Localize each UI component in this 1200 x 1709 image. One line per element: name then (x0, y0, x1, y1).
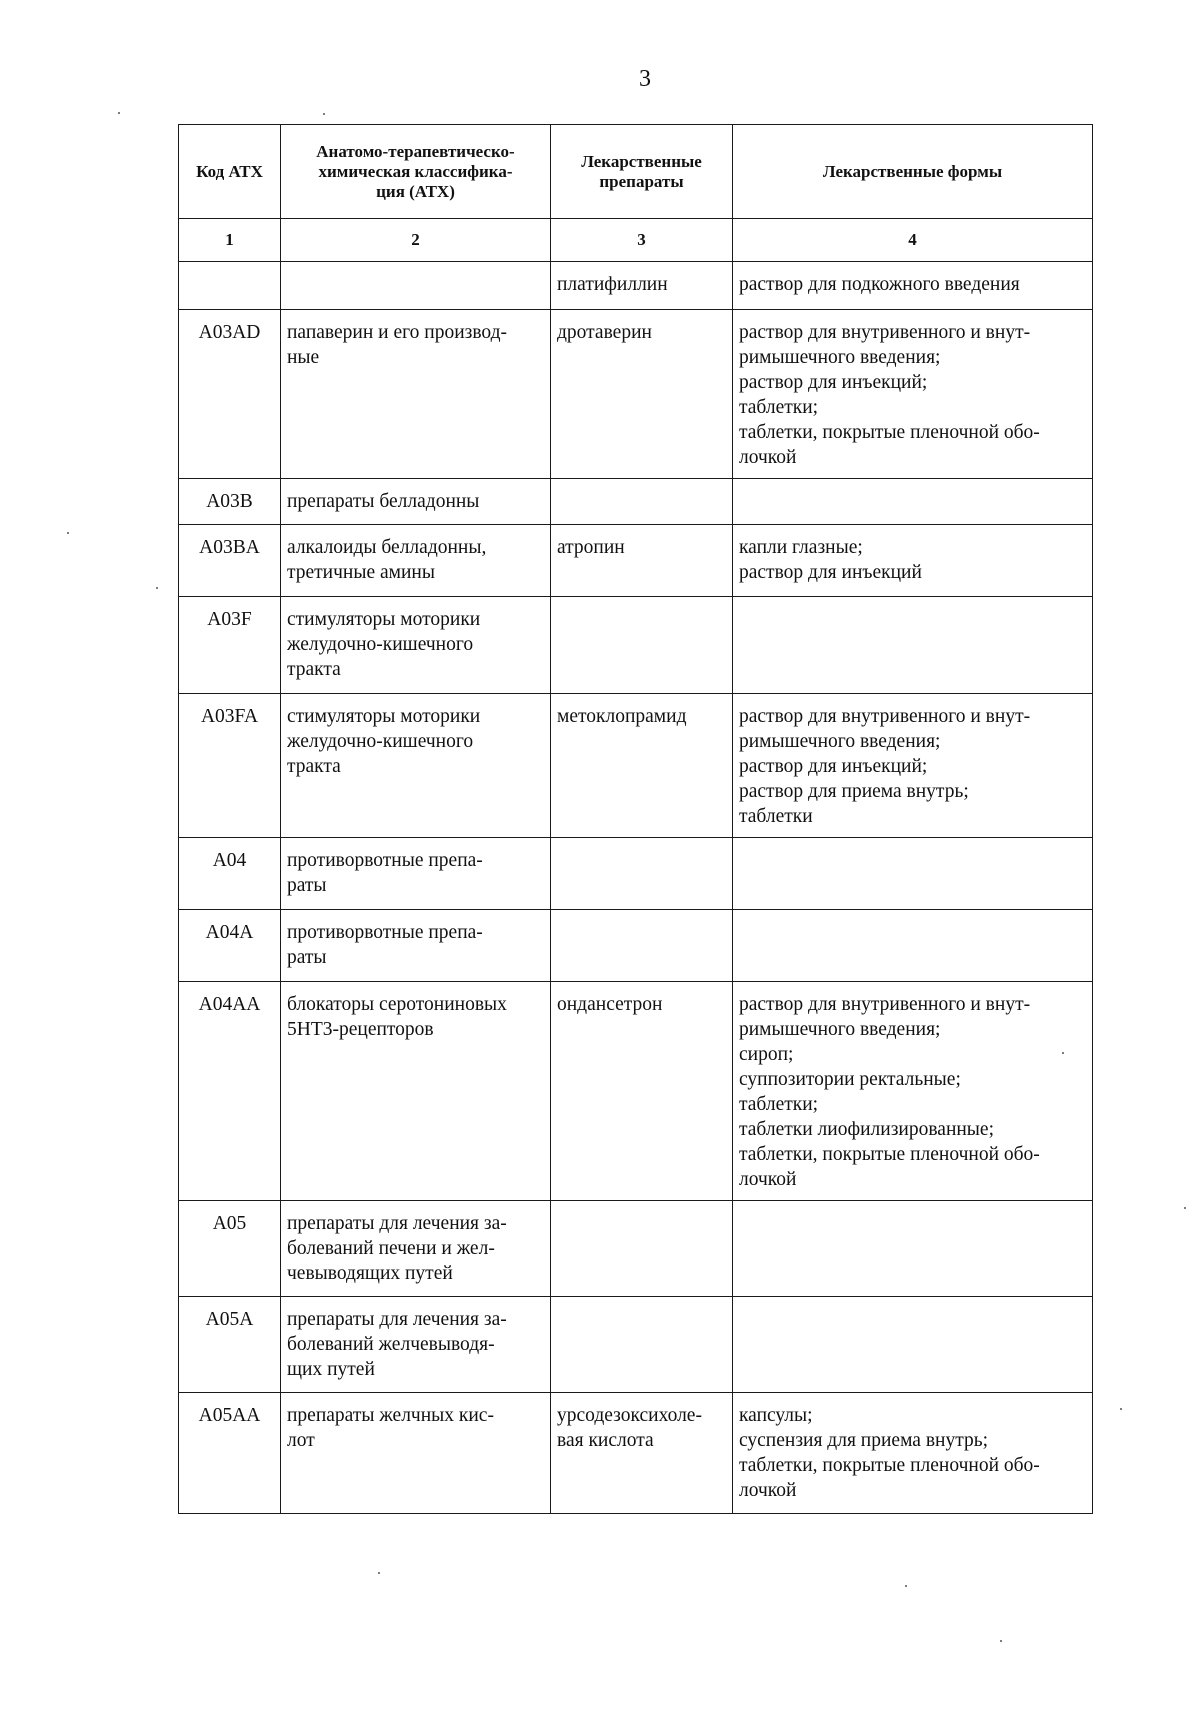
scan-speck (118, 112, 120, 114)
dosage-form-cell-line: раствор для внутривенного и внут- (739, 994, 1031, 1015)
drug-cell-line: дротаверин (557, 322, 652, 343)
classification-cell-line: раты (287, 947, 327, 968)
table-row (179, 479, 1093, 525)
atx-code-cell: A05AA (179, 1393, 281, 1514)
dosage-form-cell-line: таблетки лиофилизированные; (739, 1119, 994, 1140)
dosage-form-cell-line: римышечного введения; (739, 1019, 941, 1040)
table-row (179, 694, 1093, 838)
dosage-form-cell-line: сироп; (739, 1044, 794, 1065)
dosage-form-cell-line: лочкой (739, 447, 797, 468)
drug-cell-line: платифиллин (557, 274, 668, 295)
atx-code-cell: A03BA (179, 525, 281, 597)
table-row (179, 262, 1093, 310)
classification-cell-line: болеваний печени и жел- (287, 1238, 495, 1259)
dosage-form-cell-line: таблетки; (739, 397, 819, 418)
table-row (179, 1297, 1093, 1393)
dosage-form-cell-line: лочкой (739, 1480, 797, 1501)
atx-code-cell: A05 (179, 1201, 281, 1297)
dosage-form-cell-line: таблетки, покрытые пленочной обо- (739, 1455, 1040, 1476)
classification-cell-line: блокаторы серотониновых (287, 994, 507, 1015)
drug-cell (551, 525, 733, 597)
dosage-form-cell-line: таблетки, покрытые пленочной обо- (739, 422, 1040, 443)
atx-code-cell: A04A (179, 910, 281, 982)
header-code (179, 125, 281, 219)
dosage-form-cell-line: раствор для подкожного введения (739, 274, 1020, 295)
atx-code-cell: A05A (179, 1297, 281, 1393)
drug-cell (551, 694, 733, 838)
drug-cell-line: ондансетрон (557, 994, 663, 1015)
atx-code-cell: A03F (179, 597, 281, 694)
classification-cell-line: противорвотные препа- (287, 922, 483, 943)
classification-cell (281, 910, 551, 982)
atx-code-cell: A04AA (179, 982, 281, 1201)
classification-cell (281, 694, 551, 838)
table-row (179, 982, 1093, 1201)
column-number-1: 1 (179, 219, 281, 262)
dosage-form-cell (733, 262, 1093, 310)
dosage-form-cell-line: лочкой (739, 1169, 797, 1190)
classification-cell (281, 597, 551, 694)
header-dosage-forms (733, 125, 1093, 219)
classification-cell-line: лот (287, 1430, 315, 1451)
classification-cell-line: желудочно-кишечного (287, 634, 474, 655)
header-line: Код АТХ (196, 161, 263, 181)
classification-cell (281, 1201, 551, 1297)
dosage-form-cell (733, 1201, 1093, 1297)
drug-cell (551, 910, 733, 982)
dosage-form-cell (733, 1393, 1093, 1514)
classification-cell-line: 5HT3-рецепторов (287, 1019, 434, 1040)
table-row (179, 910, 1093, 982)
header-line: химическая классифика- (318, 161, 513, 181)
classification-cell-line: третичные амины (287, 562, 435, 583)
scan-speck (1062, 1052, 1064, 1054)
column-number-3: 3 (551, 219, 733, 262)
dosage-form-cell-line: раствор для инъекций; (739, 756, 928, 777)
classification-cell-line: папаверин и его производ- (287, 322, 508, 343)
classification-cell-line: болеваний желчевыводя- (287, 1334, 495, 1355)
drug-cell (551, 479, 733, 525)
table-row (179, 597, 1093, 694)
dosage-form-cell-line: суппозитории ректальные; (739, 1069, 961, 1090)
classification-cell-line: препараты для лечения за- (287, 1213, 507, 1234)
dosage-form-cell-line: таблетки; (739, 1094, 819, 1115)
column-number-4: 4 (733, 219, 1093, 262)
table-row (179, 1201, 1093, 1297)
classification-cell (281, 1393, 551, 1514)
classification-cell-line: препараты белладонны (287, 491, 480, 512)
table-row (179, 1393, 1093, 1514)
drug-cell (551, 1201, 733, 1297)
header-line: Анатомо-терапевтическо- (316, 141, 515, 161)
drug-cell-line: атропин (557, 537, 625, 558)
dosage-form-cell-line: раствор для внутривенного и внут- (739, 706, 1031, 727)
atx-code-cell: A03B (179, 479, 281, 525)
scan-speck (905, 1585, 907, 1587)
classification-cell-line: ные (287, 347, 320, 368)
drug-cell (551, 982, 733, 1201)
header-line: ция (АТХ) (376, 181, 455, 201)
atx-code-cell: A03AD (179, 310, 281, 479)
column-number-row (179, 219, 1093, 262)
classification-cell-line: алкалоиды белладонны, (287, 537, 487, 558)
dosage-form-cell-line: суспензия для приема внутрь; (739, 1430, 989, 1451)
page-number: 3 (639, 66, 651, 92)
scan-speck (1184, 1207, 1186, 1209)
table-body (179, 262, 1093, 1514)
atx-drug-table (178, 124, 1093, 1514)
dosage-form-cell-line: раствор для инъекций (739, 562, 922, 583)
dosage-form-cell-line: римышечного введения; (739, 347, 941, 368)
classification-cell-line: стимуляторы моторики (287, 706, 481, 727)
drug-cell-line: урсодезоксихоле- (557, 1405, 702, 1426)
dosage-form-cell-line: таблетки, покрытые пленочной обо- (739, 1144, 1040, 1165)
header-row (179, 125, 1093, 219)
header-line: Лекарственные формы (822, 161, 1003, 181)
classification-cell (281, 982, 551, 1201)
dosage-form-cell (733, 1297, 1093, 1393)
classification-cell-line: чевыводящих путей (287, 1263, 453, 1284)
classification-cell (281, 479, 551, 525)
classification-cell-line: раты (287, 875, 327, 896)
dosage-form-cell-line: таблетки (739, 806, 813, 827)
scan-speck (67, 532, 69, 534)
classification-cell-line: стимуляторы моторики (287, 609, 481, 630)
dosage-form-cell (733, 525, 1093, 597)
scan-speck (378, 1572, 380, 1574)
classification-cell (281, 262, 551, 310)
dosage-form-cell (733, 694, 1093, 838)
drug-cell (551, 597, 733, 694)
dosage-form-cell-line: раствор для приема внутрь; (739, 781, 969, 802)
dosage-form-cell-line: раствор для инъекций; (739, 372, 928, 393)
classification-cell-line: препараты желчных кис- (287, 1405, 494, 1426)
drug-cell (551, 1393, 733, 1514)
classification-cell-line: препараты для лечения за- (287, 1309, 507, 1330)
drug-cell-line: метоклопрамид (557, 706, 687, 727)
classification-cell-line: желудочно-кишечного (287, 731, 474, 752)
dosage-form-cell-line: раствор для внутривенного и внут- (739, 322, 1031, 343)
header-drugs (551, 125, 733, 219)
scan-speck (323, 113, 325, 115)
atx-code-cell: A03FA (179, 694, 281, 838)
classification-cell-line: противорвотные препа- (287, 850, 483, 871)
dosage-form-cell (733, 910, 1093, 982)
scan-speck (1120, 1408, 1122, 1410)
classification-cell (281, 838, 551, 910)
atx-code-cell (179, 262, 281, 310)
scan-speck (156, 587, 158, 589)
header-classification (281, 125, 551, 219)
classification-cell-line: щих путей (287, 1359, 375, 1380)
classification-cell-line: тракта (287, 756, 341, 777)
classification-cell (281, 310, 551, 479)
drug-cell (551, 262, 733, 310)
drug-cell-line: вая кислота (557, 1430, 654, 1451)
dosage-form-cell (733, 310, 1093, 479)
dosage-form-cell (733, 838, 1093, 910)
scan-speck (1000, 1640, 1002, 1642)
classification-cell-line: тракта (287, 659, 341, 680)
dosage-form-cell (733, 982, 1093, 1201)
dosage-form-cell (733, 479, 1093, 525)
classification-cell (281, 525, 551, 597)
dosage-form-cell-line: римышечного введения; (739, 731, 941, 752)
dosage-form-cell-line: капсулы; (739, 1405, 813, 1426)
table-row (179, 310, 1093, 479)
table-row (179, 525, 1093, 597)
atx-code-cell: A04 (179, 838, 281, 910)
drug-cell (551, 310, 733, 479)
table-row (179, 838, 1093, 910)
column-number-2: 2 (281, 219, 551, 262)
header-line: Лекарственные (581, 151, 702, 171)
classification-cell (281, 1297, 551, 1393)
drug-cell (551, 838, 733, 910)
header-line: препараты (599, 171, 684, 191)
dosage-form-cell (733, 597, 1093, 694)
drug-cell (551, 1297, 733, 1393)
dosage-form-cell-line: капли глазные; (739, 537, 863, 558)
